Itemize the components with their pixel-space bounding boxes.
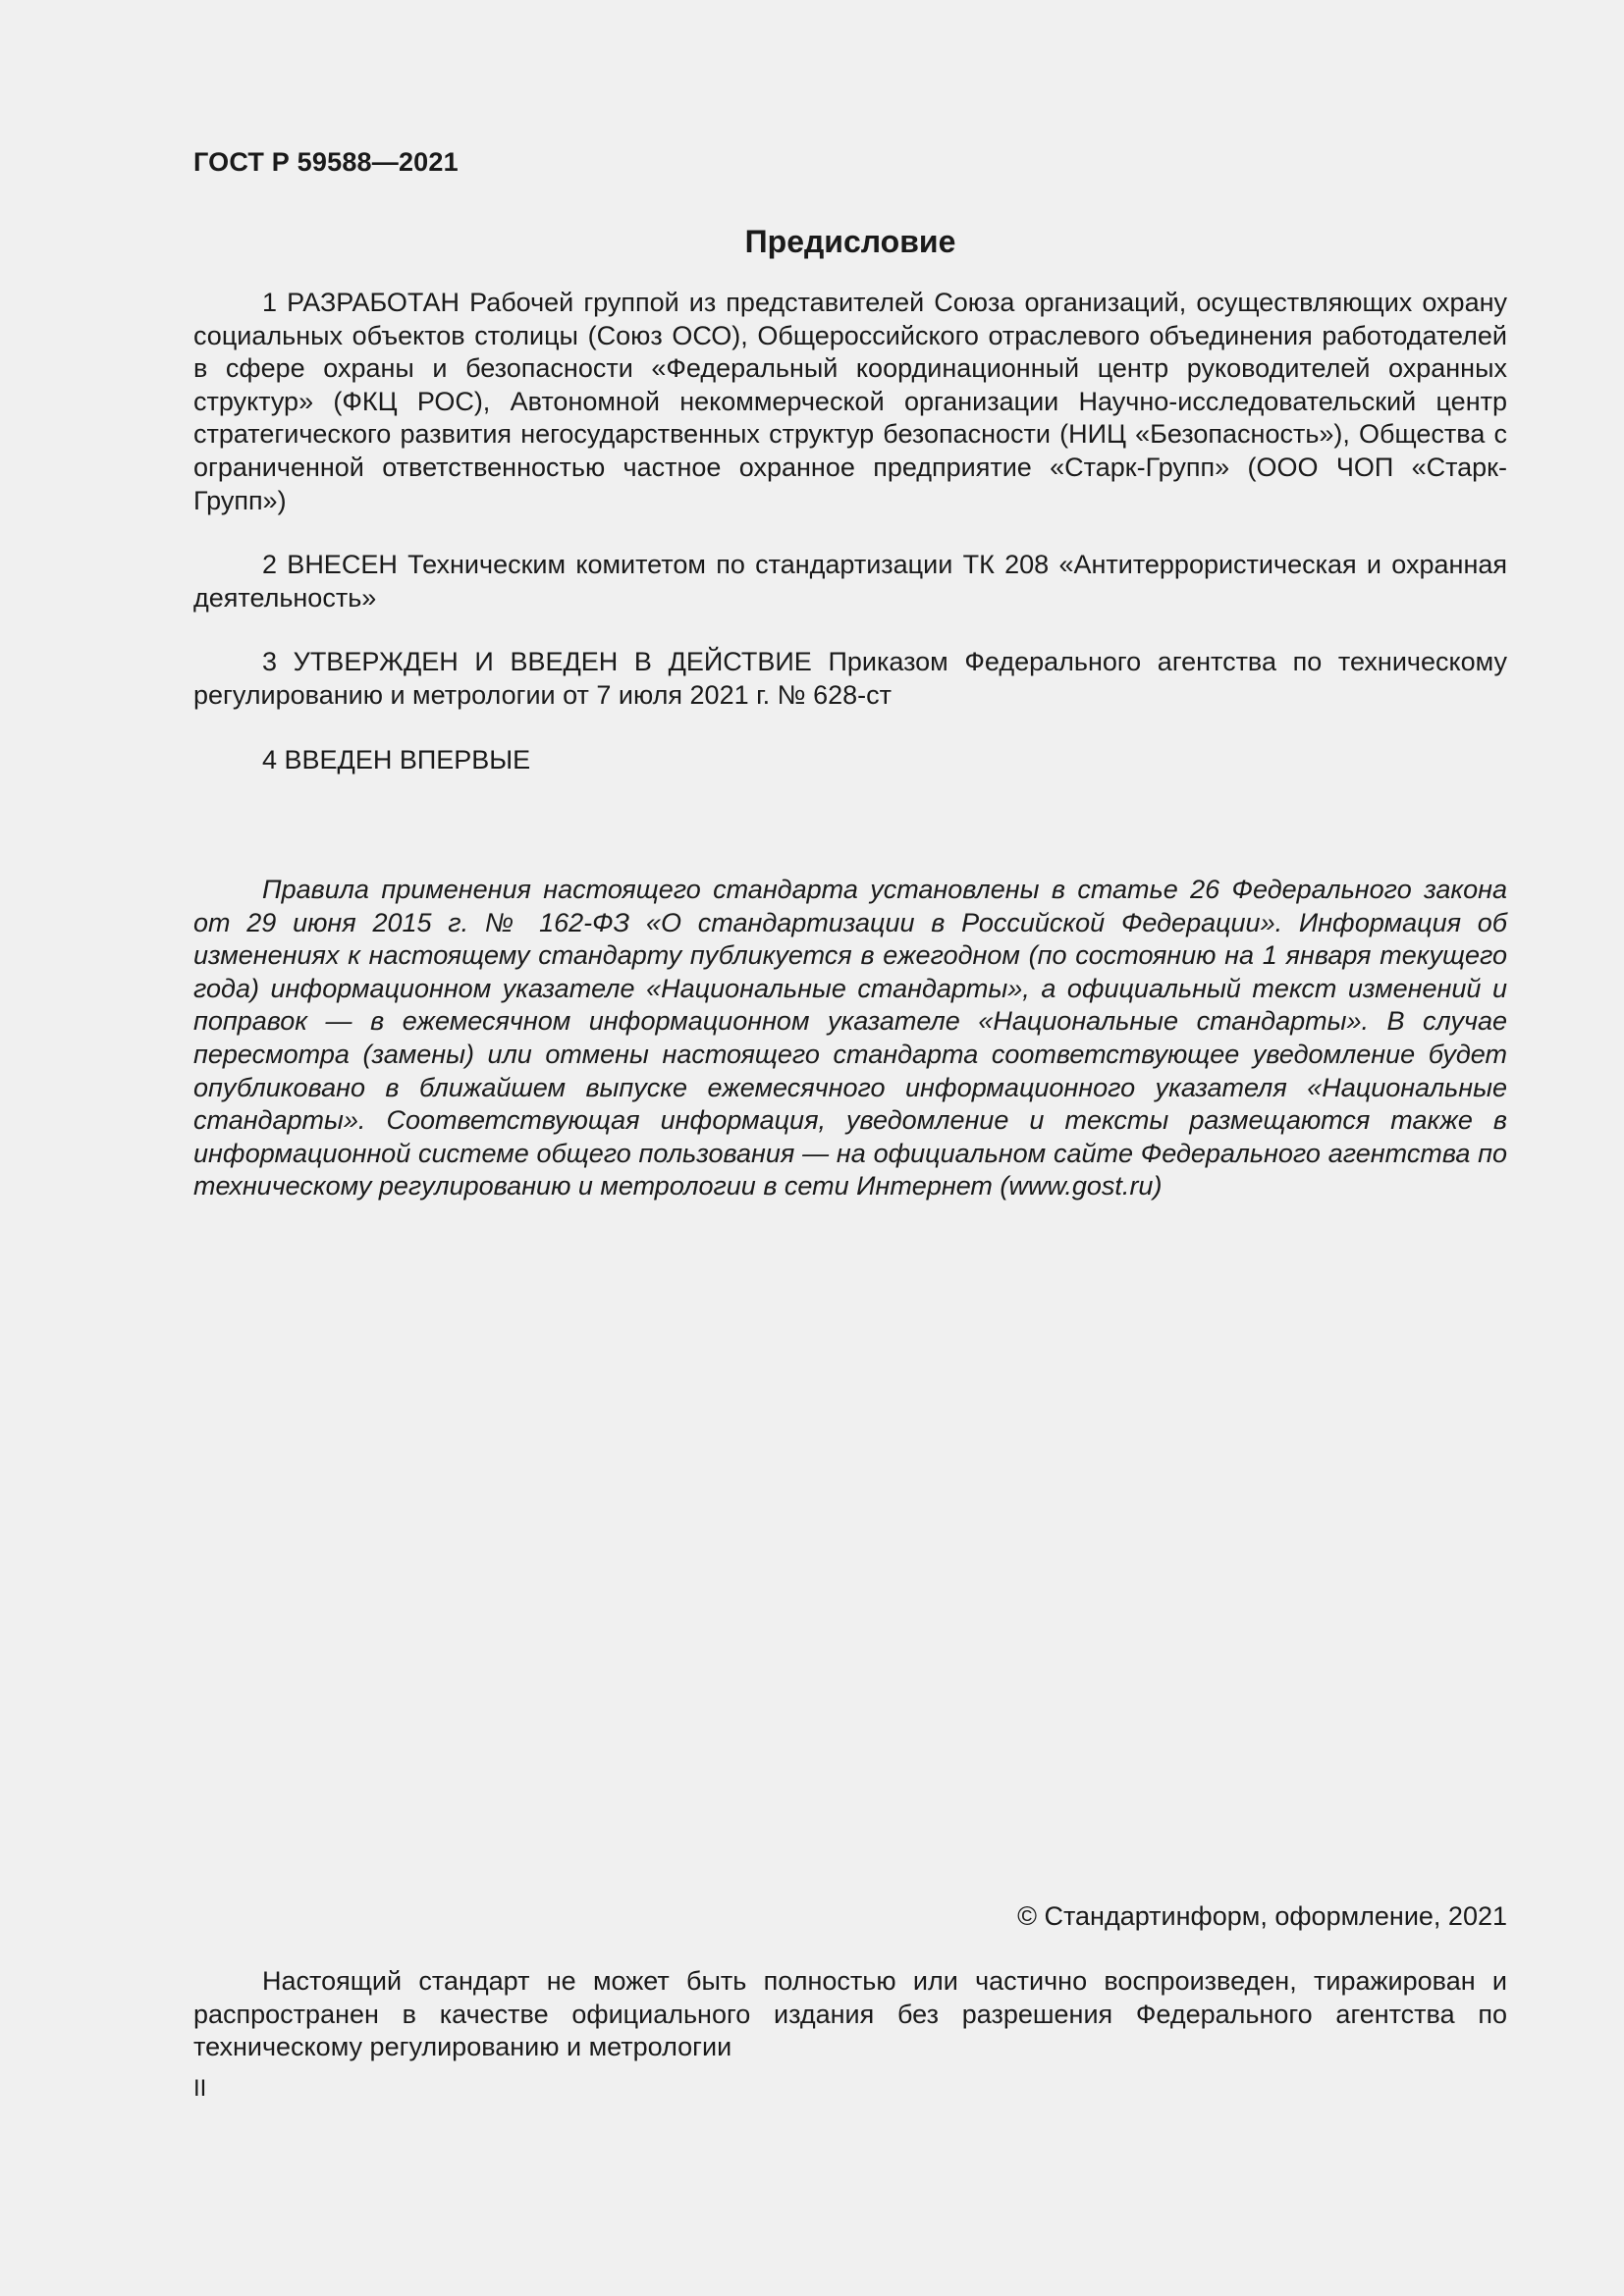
document-id: ГОСТ Р 59588—2021 xyxy=(193,147,459,177)
page-number: II xyxy=(193,2075,207,2102)
foreword-item-developed: 1 РАЗРАБОТАН Рабочей группой из представителей Союза организаций, осуществляющих охрану социальных объектов столицы (Союз ОСО), Общероссийского отраслевого объединения работодателей в сфере охраны и безопасности «Федеральный координационный центр руководителей охранных структур» (ФКЦ РОС), Автономной некоммерческой организации Научно-исследовательский центр стратегического развития негосударственных структур безопасности (НИЦ «Безопасность»), Общества с ограниченной ответственностью частное охранное предприятие «Старк-Групп» (ООО ЧОП «Старк-Групп») xyxy=(193,288,1507,515)
foreword-item-approved: 3 УТВЕРЖДЕН И ВВЕДЕН В ДЕЙСТВИЕ Приказом Федерального агентства по техническому регулированию и метрологии от 7 июля 2021 г. № 628-ст xyxy=(193,647,1507,710)
document-page xyxy=(193,0,1507,2296)
foreword-title: Предисловие xyxy=(744,224,956,259)
foreword-item-first-introduced: 4 ВВЕДЕН ВПЕРВЫЕ xyxy=(262,745,531,774)
foreword-item-submitted: 2 ВНЕСЕН Техническим комитетом по стандартизации ТК 208 «Антитеррористическая и охранная деятельность» xyxy=(193,550,1507,613)
reproduction-notice: Настоящий стандарт не может быть полностью или частично воспроизведен, тиражирован и распространен в качестве официального издания без разрешения Федерального агентства по техническому регулированию и метрологии xyxy=(193,1966,1507,2062)
rules-note: Правила применения настоящего стандарта установлены в статье 26 Федерального закона от 29 июня 2015 г. № 162-ФЗ «О стандартизации в Российской Федерации». Информация об изменениях к настоящему стандарту публикуется в ежегодном (по состоянию на 1 января текущего года) информационном указателе «Национальные стандарты», а официальный текст изменений и поправок — в ежемесячном информационном указателе «Национальные стандарты». В случае пересмотра (замены) или отмены настоящего стандарта соответствующее уведомление будет опубликовано в ближайшем выпуске ежемесячного информационного указателя «Национальные стандарты». Соответствующая информация, уведомление и тексты размещаются также в информационной системе общего пользования — на официальном сайте Федерального агентства по техническому регулированию и метрологии в сети Интернет (www.gost.ru) xyxy=(193,875,1507,1201)
copyright-line: © Стандартинформ, оформление, 2021 xyxy=(1017,1901,1507,1931)
